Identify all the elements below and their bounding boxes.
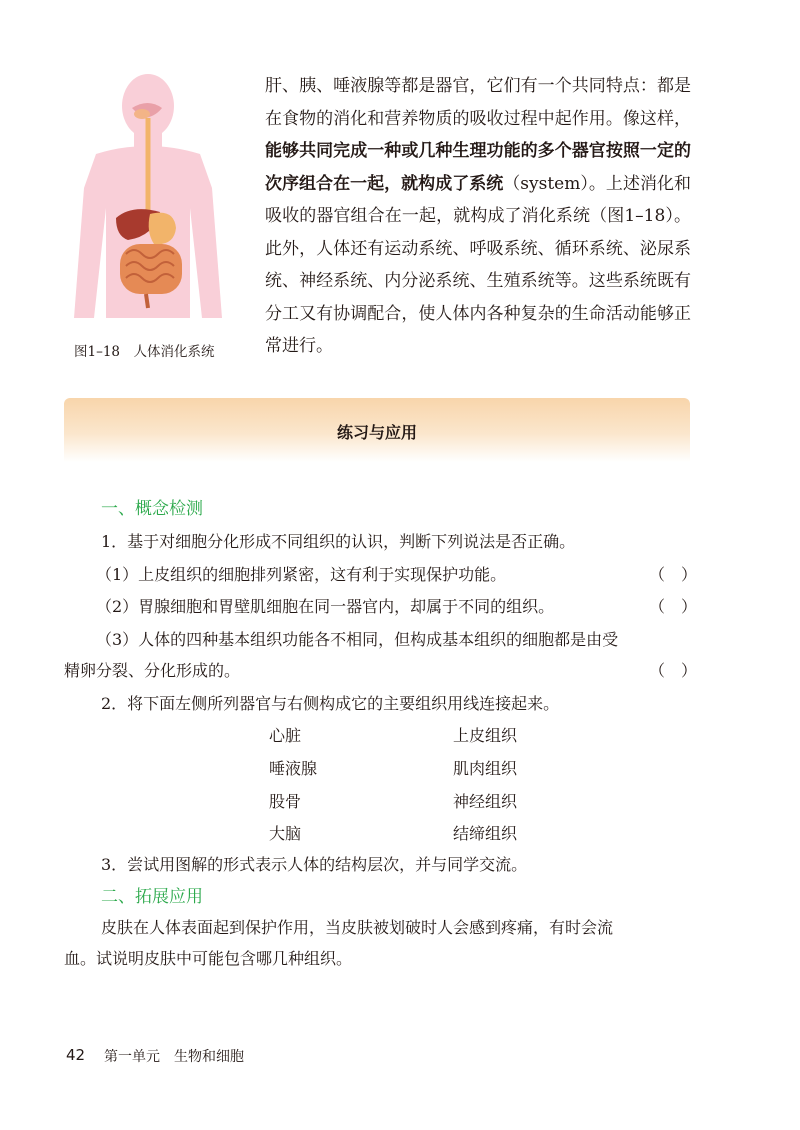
intro-text-1: 肝、胰、唾液腺等都是器官，它们有一个共同特点：都是在食物的消化和营养物质的吸收过程中起作用。像这样， xyxy=(265,76,691,129)
organ-item[interactable]: 唾液腺 xyxy=(269,759,318,778)
question-1-1: （1）上皮组织的细胞排列紧密，这有利于实现保护功能。 xyxy=(96,565,507,584)
question-2: 2．将下面左侧所列器官与右侧构成它的主要组织用线连接起来。 xyxy=(101,694,560,713)
organ-item[interactable]: 股骨 xyxy=(269,792,302,811)
page-number: 42 xyxy=(66,1046,86,1064)
extension-question-line1: 皮肤在人体表面起到保护作用，当皮肤被划破时人会感到疼痛，有时会流 xyxy=(101,918,614,937)
question-3: 3．尝试用图解的形式表示人体的结构层次，并与同学交流。 xyxy=(101,855,528,874)
section-title-extension: 二、拓展应用 xyxy=(101,887,203,907)
organ-item[interactable]: 心脏 xyxy=(269,726,302,745)
human-digestive-system-illustration xyxy=(62,68,234,328)
exercise-banner xyxy=(64,398,690,462)
answer-blank-1-2[interactable]: （ ） xyxy=(649,597,698,616)
unit-title: 第一单元 生物和细胞 xyxy=(104,1049,244,1065)
intro-paragraph xyxy=(265,70,691,363)
digestive-system-figure xyxy=(62,68,234,368)
tissue-item[interactable]: 上皮组织 xyxy=(453,726,518,745)
question-1-3-line2: 精卵分裂、分化形成的。 xyxy=(64,661,241,680)
intro-bold-definition: 能够共同完成一种或几种生理功能的多个器官按照一定的次序组合在一起，就构成了系统 xyxy=(265,141,691,194)
exercise-banner-title: 练习与应用 xyxy=(336,423,417,442)
question-1-3-line1: （3）人体的四种基本组织功能各不相同，但构成基本组织的细胞都是由受 xyxy=(96,630,619,649)
figure-caption: 图1–18 人体消化系统 xyxy=(74,344,215,360)
extension-question-line2: 血。试说明皮肤中可能包含哪几种组织。 xyxy=(64,949,353,968)
answer-blank-1-1[interactable]: （ ） xyxy=(649,565,698,584)
question-1-2: （2）胃腺细胞和胃壁肌细胞在同一器官内，却属于不同的组织。 xyxy=(96,597,555,616)
intro-text-2: （system）。上述消化和吸收的器官组合在一起，就构成了消化系统（图1–18）。此外，人体还有运动系统、呼吸系统、循环系统、泌尿系统、神经系统、内分泌系统、生殖系统等。这些系统既有分工又有协调配合，使人体内各种复杂的生命活动能够正常进行。 xyxy=(265,173,691,356)
tissue-item[interactable]: 神经组织 xyxy=(453,792,518,811)
organ-item[interactable]: 大脑 xyxy=(269,824,302,843)
tissue-item[interactable]: 结缔组织 xyxy=(453,824,518,843)
answer-blank-1-3[interactable]: （ ） xyxy=(649,661,698,680)
tissue-item[interactable]: 肌肉组织 xyxy=(453,759,518,778)
question-1: 1．基于对细胞分化形成不同组织的认识，判断下列说法是否正确。 xyxy=(101,532,576,551)
section-title-concept-check: 一、概念检测 xyxy=(101,499,203,519)
